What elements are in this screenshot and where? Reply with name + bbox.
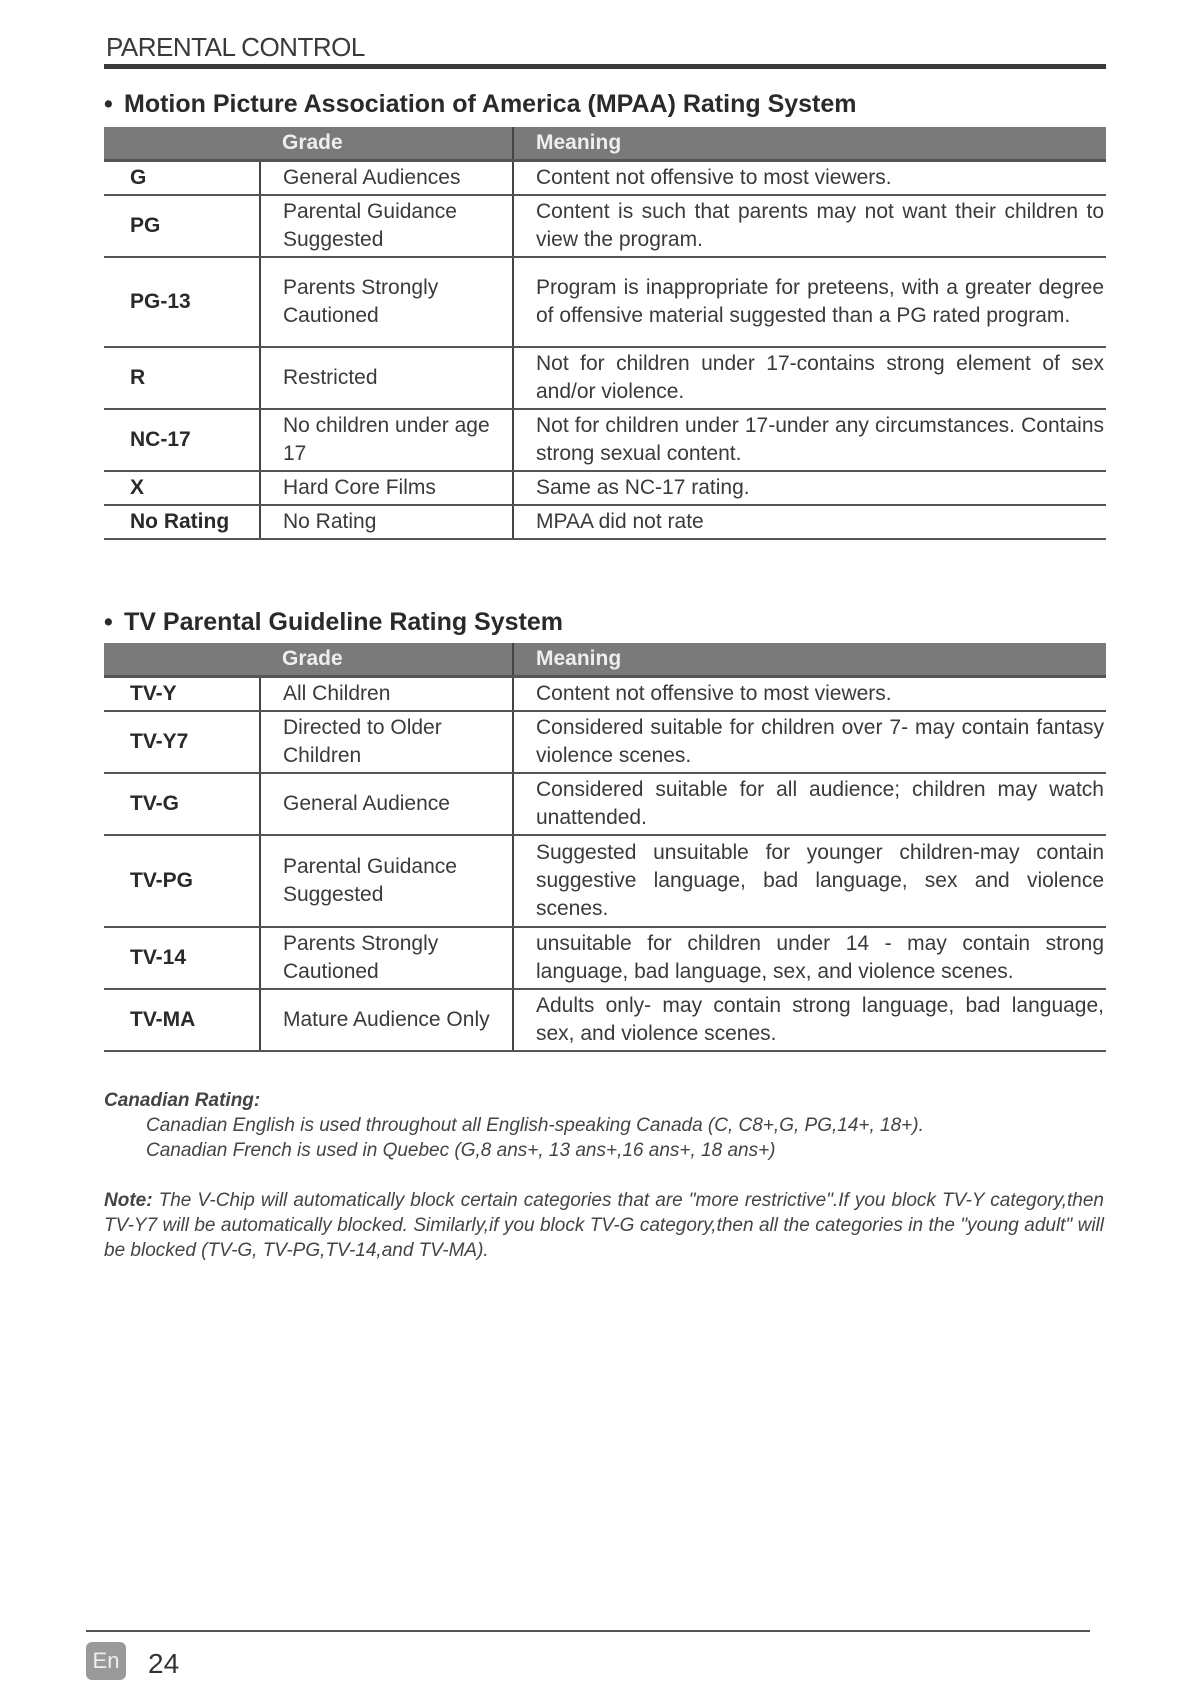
table-row [104,835,1106,927]
name-cell: Restricted [260,347,513,409]
name-cell: Parental Guidance Suggested [260,835,513,927]
table-row [104,161,1106,196]
canadian-label: Canadian Rating: [104,1090,261,1111]
name-cell: Directed to Older Children [260,711,513,773]
name-cell: All Children [260,677,513,712]
grade-cell: PG [104,195,260,257]
canadian-rating [104,1088,924,1163]
note-label: Note: [104,1190,153,1211]
table-row [104,347,1106,409]
name-cell: Parental Guidance Suggested [260,195,513,257]
table-header [104,127,1106,161]
tv-heading [104,608,563,637]
table-row [104,773,1106,835]
grade-cell: X [104,471,260,505]
table-row [104,257,1106,347]
name-cell: General Audience [260,773,513,835]
grade-cell: TV-Y [104,677,260,712]
mpaa-heading-text: Motion Picture Association of America (MPAA) Rating System [124,90,857,118]
language-badge: En [86,1642,126,1680]
grade-cell: TV-G [104,773,260,835]
meaning-cell: Content not offensive to most viewers. [513,161,1106,196]
meaning-cell: Same as NC-17 rating. [513,471,1106,505]
page-number: 24 [148,1648,180,1679]
meaning-cell: Content not offensive to most viewers. [513,677,1106,712]
grade-cell: TV-14 [104,927,260,989]
canadian-french: Canadian French is used in Quebec (G,8 ans+, 13 ans+,16 ans+, 18 ans+) [146,1140,776,1161]
tv-table [104,643,1106,1052]
header-grade: Grade [260,127,513,161]
meaning-cell: Considered suitable for children over 7- may contain fantasy violence scenes. [513,711,1106,773]
title-divider [104,64,1106,69]
meaning-cell: MPAA did not rate [513,505,1106,539]
mpaa-heading [104,90,857,119]
meaning-cell: Not for children under 17-contains strong element of sex and/or violence. [513,347,1106,409]
name-cell: Mature Audience Only [260,989,513,1051]
meaning-cell: Not for children under 17-under any circumstances. Contains strong sexual content. [513,409,1106,471]
meaning-cell: Suggested unsuitable for younger children-may contain suggestive language, bad language, sex and violence scenes. [513,835,1106,927]
table-row [104,505,1106,539]
header-grade: Grade [260,643,513,677]
table-row [104,927,1106,989]
mpaa-table [104,127,1106,540]
name-cell: No children under age 17 [260,409,513,471]
grade-cell: G [104,161,260,196]
table-row [104,711,1106,773]
grade-cell: PG-13 [104,257,260,347]
meaning-cell: Adults only- may contain strong language, bad language, sex, and violence scenes. [513,989,1106,1051]
grade-cell: TV-Y7 [104,711,260,773]
table-row [104,677,1106,712]
table-row [104,409,1106,471]
tv-heading-text: TV Parental Guideline Rating System [124,608,564,636]
footer-divider [86,1630,1090,1632]
canadian-english: Canadian English is used throughout all English-speaking Canada (C, C8+,G, PG,14+, 18+). [146,1115,924,1136]
meaning-cell: unsuitable for children under 14 - may contain strong language, bad language, sex, and violence scenes. [513,927,1106,989]
name-cell: Parents Strongly Cautioned [260,257,513,347]
name-cell: No Rating [260,505,513,539]
header-blank [104,127,260,161]
page-title: PARENTAL CONTROL [106,32,365,62]
table-row [104,195,1106,257]
grade-cell: NC-17 [104,409,260,471]
meaning-cell: Content is such that parents may not want their children to view the program. [513,195,1106,257]
header-blank [104,643,260,677]
bullet-icon: • [104,608,113,636]
note-text: The V-Chip will automatically block certain categories that are "more restrictive".If you block TV-Y category,then TV-Y7 will be automatically blocked. Similarly,if you block TV-G category,then all the categories in the "young adult" will be blocked (TV-G, TV-PG,TV-14,and TV-MA). [104,1190,1104,1261]
grade-cell: R [104,347,260,409]
name-cell: General Audiences [260,161,513,196]
bullet-icon: • [104,90,113,118]
note [104,1188,1104,1263]
name-cell: Parents Strongly Cautioned [260,927,513,989]
table-row [104,471,1106,505]
grade-cell: No Rating [104,505,260,539]
header-meaning: Meaning [513,127,1106,161]
table-row [104,989,1106,1051]
table-header [104,643,1106,677]
grade-cell: TV-PG [104,835,260,927]
grade-cell: TV-MA [104,989,260,1051]
name-cell: Hard Core Films [260,471,513,505]
meaning-cell: Considered suitable for all audience; children may watch unattended. [513,773,1106,835]
meaning-cell: Program is inappropriate for preteens, with a greater degree of offensive material suggested than a PG rated program. [513,257,1106,347]
header-meaning: Meaning [513,643,1106,677]
